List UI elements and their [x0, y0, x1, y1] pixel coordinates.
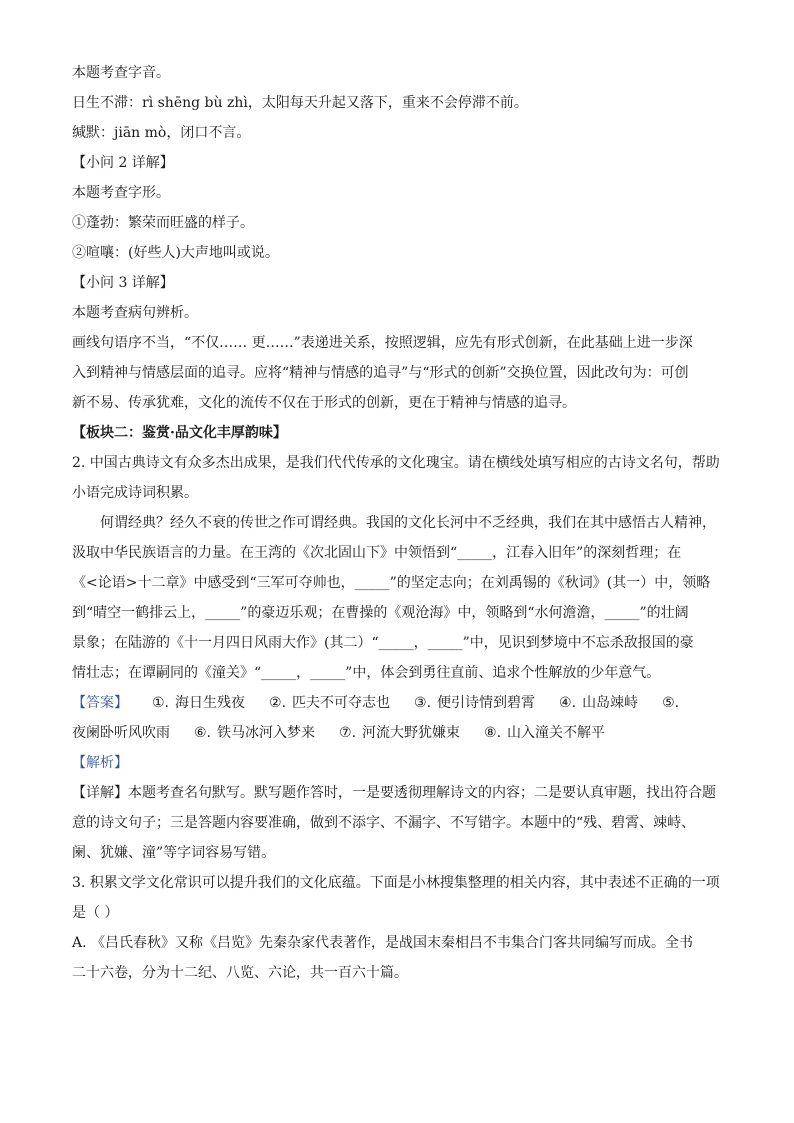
- answer-item: [152, 692, 245, 714]
- document-page: [72, 62, 724, 984]
- answer-row: [72, 722, 724, 744]
- answer-number: ②.: [269, 695, 287, 711]
- option-text: A. 《吕氏春秋》又称《吕览》先秦杂家代表著作，是战国末秦相吕不韦集合门客共同编写而成。全书: [72, 935, 694, 951]
- text-line: ②喧嚷：(好些人)大声地叫或说。: [72, 245, 279, 261]
- answer-number: ⑤.: [662, 695, 680, 711]
- answer-number: ①.: [152, 695, 170, 711]
- answer-number: ④.: [559, 695, 577, 711]
- answer-number: ⑥.: [194, 725, 212, 741]
- explanation-line: 阑、犹嫌、潼”等字词容易写错。: [72, 845, 276, 861]
- text-line: 本题考查病句辨析。: [72, 305, 198, 321]
- passage-line: 景象；在陆游的《十一月四日风雨大作》(其二）“_____，_____”中，见识到梦境中不忘杀敌报国的豪: [72, 635, 694, 651]
- text-line: 本题考查字音。: [72, 65, 170, 81]
- answer-number: ③.: [414, 695, 432, 711]
- explanation-line: 意的诗文句子；三是答题内容要准确，做到不添字、不漏字、不写错字。本题中的“残、碧霄、竦峙、: [72, 815, 696, 831]
- answer-item: [269, 692, 390, 714]
- text-line: 日生不滞：rì shēng bù zhì，太阳每天升起又落下，重来不会停滞不前。: [72, 95, 528, 111]
- answer-item: [339, 722, 460, 744]
- passage-line: 情壮志；在谭嗣同的《潼关》“_____，_____”中，体会到勇往直前、追求个性解放的少年意气。: [72, 665, 661, 681]
- question-text: 2. 中国古典诗文有众多杰出成果，是我们代代传承的文化瑰宝。请在横线处填写相应的古诗文名句，帮助: [72, 455, 720, 471]
- explanation-line: 【详解】本题考查名句默写。默写题作答时，一是要透彻理解诗文的内容；二是要认真审题，找出符合题: [72, 785, 716, 801]
- answer-item: [414, 692, 535, 714]
- passage-line: 何谓经典？经久不衰的传世之作可谓经典。我国的文化长河中不乏经典，我们在其中感悟古人精神，: [100, 515, 716, 531]
- answer-text: 山入潼关不解平: [507, 725, 606, 741]
- block-heading: 【板块二：鉴赏·品文化丰厚韵味】: [72, 425, 287, 441]
- answer-text: 山岛竦峙: [582, 695, 639, 711]
- passage-line: 《<论语>十二章》中感受到“三军可夺帅也，_____”的坚定志向；在刘禹锡的《秋词》(其一）中，领略: [72, 575, 711, 591]
- option-text: 二十六卷，分为十二纪、八览、六论，共一百六十篇。: [72, 965, 408, 981]
- answer-text: 便引诗情到碧霄: [437, 695, 536, 711]
- section-heading: 【小问 2 详解】: [72, 155, 174, 171]
- answer-item: [662, 692, 685, 714]
- question-text: 3. 积累文学文化常识可以提升我们的文化底蕴。下面是小林搜集整理的相关内容，其中表述不正确的一项: [72, 875, 720, 891]
- text-line: 画线句语序不当，“不仅…… 更……”表递进关系，按照逻辑，应先有形式创新，在此基础上进一步深: [72, 335, 693, 351]
- question-text: 是（ ）: [72, 905, 119, 921]
- answer-text: 河流大野犹嫌束: [362, 725, 461, 741]
- answer-label: 【答案】: [72, 695, 128, 711]
- answer-number: ⑦.: [339, 725, 357, 741]
- answer-item: [484, 722, 605, 744]
- answer-row: [72, 692, 724, 714]
- answer-text: 铁马冰河入梦来: [217, 725, 316, 741]
- text-line: 新不易、传承犹难，文化的流传不仅在于形式的创新，更在于精神与情感的追寻。: [72, 395, 576, 411]
- answer-text: 海日生残夜: [175, 695, 246, 711]
- text-line: ①蓬勃：繁荣而旺盛的样子。: [72, 215, 254, 231]
- analysis-label: 【解析】: [72, 755, 128, 771]
- passage-line: 到“晴空一鹤排云上，_____”的豪迈乐观；在曹操的《观沧海》中，领略到“水何澹澹，_____”的壮阔: [72, 605, 689, 621]
- text-line: 缄默：jiān mò，闭口不言。: [72, 125, 251, 141]
- answer-item: [194, 722, 315, 744]
- answer-number: ⑧.: [484, 725, 502, 741]
- question-text: 小语完成诗词积累。: [72, 485, 198, 501]
- text-line: 入到精神与情感层面的追寻。应将“精神与情感的追寻”与“形式的创新”交换位置，因此改句为：可创: [72, 365, 689, 381]
- answer-text: 夜阑卧听风吹雨: [72, 725, 170, 741]
- text-line: 本题考查字形。: [72, 185, 170, 201]
- section-heading: 【小问 3 详解】: [72, 275, 174, 291]
- answer-text: 匹夫不可夺志也: [292, 695, 391, 711]
- passage-line: 汲取中华民族语言的力量。在王湾的《次北固山下》中领悟到“_____，江春入旧年”的深刻哲理；在: [72, 545, 682, 561]
- answer-item: [559, 692, 638, 714]
